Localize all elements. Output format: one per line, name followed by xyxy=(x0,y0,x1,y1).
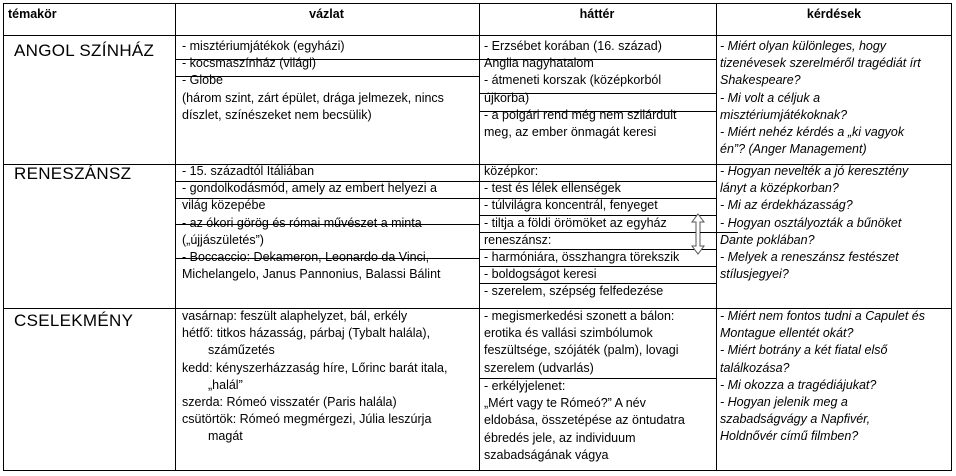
sketch-line: - kocsmaszínház (világi) xyxy=(182,56,317,71)
sketch-line: - gondolkodásmód, amely az embert helyezi a xyxy=(182,181,437,196)
background-line: - megismerkedési szonett a bálon: xyxy=(484,309,675,323)
sketch-line: Michelangelo, Janus Pannonius, Balassi Bálint xyxy=(182,267,441,282)
sketch-line: hétfő: titkos házasság, párbaj (Tybalt halála), xyxy=(182,326,431,341)
questions-list xyxy=(720,163,908,283)
background-line: erotika és vallási szimbólumok xyxy=(484,326,653,341)
question-line: Holdnővér című filmben? xyxy=(720,429,859,444)
background-line: „Mért vagy te Rómeó?” A név xyxy=(484,396,646,411)
sketch-line: magát xyxy=(208,429,243,444)
background-line: újkorba) xyxy=(484,90,530,105)
row-divider xyxy=(4,35,951,36)
questions-list xyxy=(720,38,921,158)
sketch-line: - Boccaccio: Dekameron, Leonardo da Vinci, xyxy=(182,250,430,265)
sketch-list xyxy=(182,38,444,124)
header-topic: témakör xyxy=(8,7,57,21)
question-line: misztériumjátékoknak? xyxy=(720,107,848,122)
question-line: szabadságvágy a Napfivér, xyxy=(720,412,871,427)
middle-ages-title: középkor: xyxy=(484,164,539,178)
background-list xyxy=(484,38,676,141)
question-line: - Hogyan osztályozták a bűnöket xyxy=(720,215,902,230)
question-line: - Melyek a reneszánsz festészet xyxy=(720,250,899,265)
question-line: - Miért nehéz kérdés a „ki vagyok xyxy=(720,125,905,140)
sketch-line: vasárnap: feszült alaphelyzet, bál, erkély xyxy=(182,309,408,323)
sketch-line: (három szint, zárt épület, drága jelmezek, nincs xyxy=(182,90,444,105)
sketch-line: - Globe xyxy=(182,73,223,88)
question-line: Montague ellentét okát? xyxy=(720,326,854,341)
sketch-line: csütörtök: Rómeó megmérgezi, Júlia leszúrja xyxy=(182,412,432,427)
background-line: - harmóniára, összhangra törekszik xyxy=(484,250,680,265)
question-line: találkozása? xyxy=(720,360,790,375)
question-line: stílusjegyei? xyxy=(720,267,789,282)
background-list xyxy=(484,378,685,464)
sketch-line: („újjászületés”) xyxy=(182,232,264,247)
column-divider xyxy=(716,4,717,470)
question-line: tizenévesek szerelméről tragédiát írt xyxy=(720,56,921,71)
question-line: én”? (Anger Management) xyxy=(720,142,867,157)
background-line: - test és lélek ellenségek xyxy=(484,181,621,196)
double-arrow-icon xyxy=(690,213,706,255)
question-line: lányt a középkorban? xyxy=(720,181,839,196)
sketch-list xyxy=(182,163,441,283)
background-line: - boldogságot keresi xyxy=(484,267,597,282)
background-line: szabadságának vágya xyxy=(484,447,609,462)
background-line: - Erzsébet korában (16. század) xyxy=(484,39,662,53)
background-list xyxy=(484,163,679,301)
sketch-line: - az ókori görög és római művészet a minta xyxy=(182,215,422,230)
sketch-line: díszlet, színészeket nem becsülik) xyxy=(182,107,372,122)
sketch-line: világ közepébe xyxy=(182,198,266,213)
question-line: - Miért botrány a két fiatal első xyxy=(720,343,888,358)
sketch-line: szerda: Rómeó visszatér (Paris halála) xyxy=(182,395,397,410)
background-line: - túlvilágra koncentrál, fenyeget xyxy=(484,198,658,213)
renaissance-title: reneszánsz: xyxy=(484,232,552,247)
background-line: eldobása, összetépése az öntudatra xyxy=(484,413,685,428)
background-line: szerelem (udvarlás) xyxy=(484,360,594,375)
question-line: - Miért nem fontos tudni a Capulet és xyxy=(720,309,925,323)
header-questions: kérdések xyxy=(806,7,862,21)
topic-plot: CSELEKMÉNY xyxy=(14,311,134,330)
background-list xyxy=(484,308,679,377)
sketch-line: - 15. századtól Itáliában xyxy=(182,164,315,178)
column-divider xyxy=(479,4,480,470)
sketch-line: - misztériumjátékok (egyházi) xyxy=(182,39,345,53)
question-line: - Hogyan nevelték a jó keresztény xyxy=(720,164,909,178)
question-line: - Mi okozza a tragédiájukat? xyxy=(720,377,877,392)
header-sketch: vázlat xyxy=(309,7,344,21)
background-line: meg, az ember önmagát keresi xyxy=(484,125,657,140)
background-line: feszültsége, szójáték (palm), lovagi xyxy=(484,343,679,358)
background-line: - erkélyjelenet: xyxy=(484,379,566,393)
background-line: - szerelem, szépség felfedezése xyxy=(484,284,664,299)
sketch-line: kedd: kényszerházzaság híre, Lőrinc barát itala, xyxy=(182,360,448,375)
header-background: háttér xyxy=(579,7,615,21)
question-line: - Miért olyan különleges, hogy xyxy=(720,39,887,53)
sketch-line: száműzetés xyxy=(208,343,275,358)
background-line: Anglia nagyhatalom xyxy=(484,56,594,71)
question-line: - Mi az érdekházasság? xyxy=(720,198,853,213)
background-line: ébredés jele, az individuum xyxy=(484,430,636,445)
question-line: - Mi volt a céljuk a xyxy=(720,90,821,105)
background-line: - tiltja a földi örömöket az egyház xyxy=(484,215,667,230)
column-divider xyxy=(175,4,176,470)
topic-renaissance: RENESZÁNSZ xyxy=(14,164,132,183)
background-line: - átmeneti korszak (középkorból xyxy=(484,73,662,88)
question-line: Shakespeare? xyxy=(720,73,801,88)
questions-list xyxy=(720,308,925,446)
sketch-list xyxy=(182,308,447,446)
background-line: - a polgári rend még nem szilárdult xyxy=(484,107,677,122)
sketch-line: „halál” xyxy=(208,377,243,392)
question-line: - Hogyan jelenik meg a xyxy=(720,395,848,410)
question-line: Dante poklában? xyxy=(720,232,815,247)
topic-english-theatre: ANGOL SZÍNHÁZ xyxy=(14,41,155,60)
